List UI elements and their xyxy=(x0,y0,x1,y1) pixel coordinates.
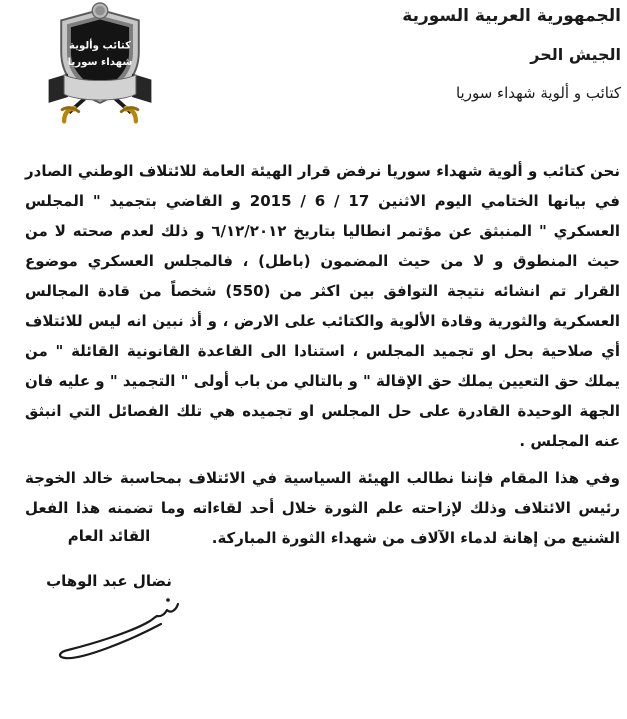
header-army: الجيش الحر xyxy=(530,45,621,64)
statement-paragraph-1: نحن كتائب و ألوية شهداء سوريا نرفض قرار الهيئة العامة للائتلاف الوطني الصادر في بيانها الختامي اليوم الاثنين 17 / 6 / 2015 و القاضي بتجميد " المجلس العسكري " المنبثق عن مؤتمر انطاليا بتاريخ ٦/١٢/٢٠١٢ و ذلك لعدم صحته لا من حيث المنطوق و لا من حيث المضمون (باطل) ، فالمجلس العسكري موضوع القرار تم انشائه نتيجة التوافق بين اكثر من (550) شخصاً من قادة المجالس العسكرية والثورية وقادة الألوية والكتائب على الارض ، و أذ نبين انه ليس للائتلاف أي صلاحية بحل او تجميد المجلس ، استنادا الى القاعدة القانونية القائلة " من يملك حق التعيين يملك حق الإقالة " و بالتالي من باب أولى " التجميد " و عليه فان الجهة الوحيدة القادرة على حل المجلس او تجميده هي تلك الفصائل التي انبثق عنه المجلس . xyxy=(25,162,620,450)
emblem-text-line1: كتائب وألوية xyxy=(68,40,132,52)
signature-block xyxy=(38,527,180,590)
statement-paragraph-2: وفي هذا المقام فإننا نطالب الهيئة السياسية في الائتلاف بمحاسبة خالد الخوجة رئيس الائتلاف وذلك لإزاحته علم الثورة خلال أحد لقاءاته وما تضمنه هذا الفعل الشنيع من إهانة لدماء الآلاف من شهداء الثورة المباركة. xyxy=(25,469,620,547)
signature-name: نضال عبد الوهاب xyxy=(46,572,172,590)
header-country: الجمهورية العربية السورية xyxy=(402,6,621,26)
handwritten-signature-icon xyxy=(40,592,210,664)
statement-body xyxy=(25,156,620,553)
sword-hilts-icon xyxy=(62,106,138,122)
brigade-emblem-graphic xyxy=(36,2,164,130)
signature-title: القائد العام xyxy=(67,527,151,545)
national-header xyxy=(402,6,621,102)
emblem-text-line2: شهداء سوريا xyxy=(67,57,133,69)
crest-circle-inner-icon xyxy=(95,6,105,16)
header-org: كتائب و ألوية شهداء سوريا xyxy=(455,84,621,102)
brigade-emblem xyxy=(36,2,164,130)
